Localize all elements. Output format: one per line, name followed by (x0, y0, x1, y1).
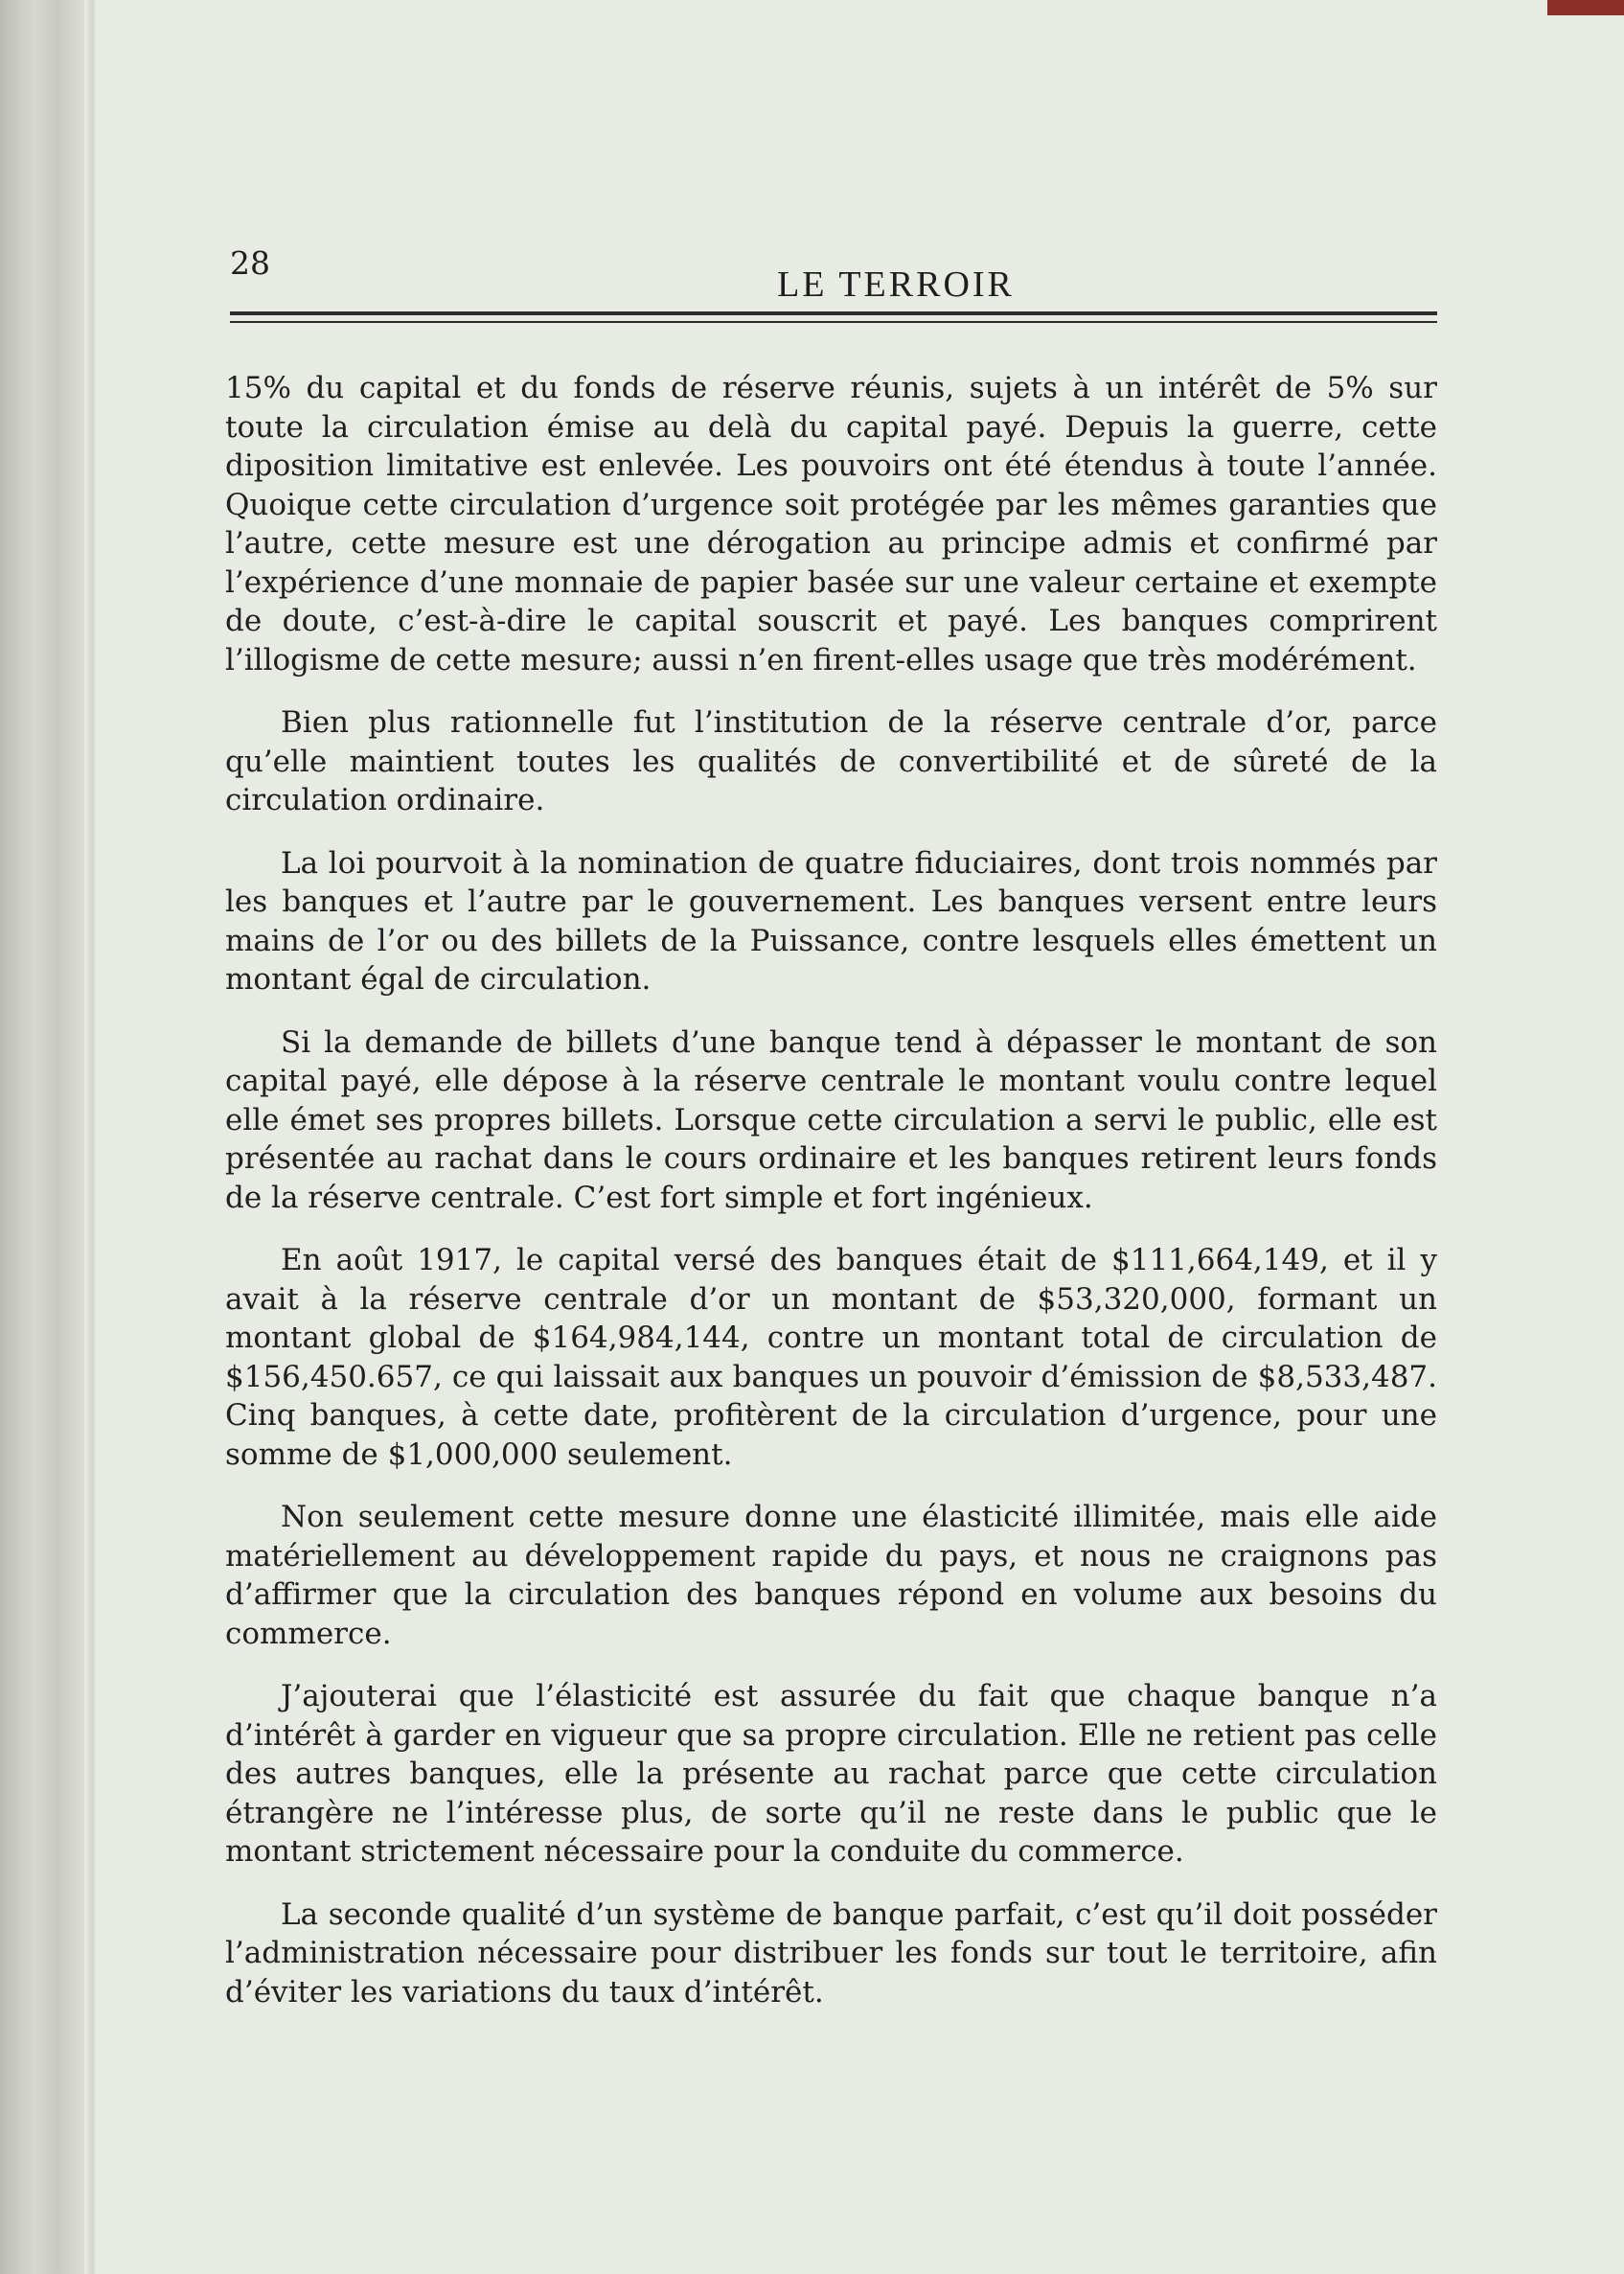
paragraph: Si la demande de billets d’une banque tend à dépasser le montant de son capital payé, elle dépose à la réserve centrale le montant voulu contre lequel elle émet ses propres billets. Lorsque cette circulation a servi le public, elle est présentée au rachat dans le cours ordinaire et les banques retirent leurs fonds de la réserve centrale. C’est fort simple et fort ingénieux. (225, 1024, 1437, 1215)
running-title: LE TERROIR (777, 264, 1015, 305)
paragraph: Non seulement cette mesure donne une élasticité illimitée, mais elle aide matériellement au développement rapide du pays, et nous ne craignons pas d’affirmer que la circulation des banques répond en volume aux besoins du commerce. (225, 1500, 1437, 1651)
paragraph: J’ajouterai que l’élasticité est assurée du fait que chaque banque n’a d’intérêt à garder en vigueur que sa propre circulation. Elle ne retient pas celle des autres banques, elle la présente au rachat parce que cette circulation étrangère ne l’intéresse plus, de sorte qu’il ne reste dans le public que le montant strictement nécessaire pour la conduite du commerce. (225, 1679, 1437, 1869)
page-number: 28 (230, 244, 270, 282)
paragraph: 15% du capital et du fonds de réserve réunis, sujets à un intérêt de 5% sur toute la circulation émise au delà du capital payé. Depuis la guerre, cette diposition limitative est enlevée. Les pouvoirs ont été étendus à toute l’année. Quoique cette circulation d’urgence soit protégée par les mêmes garanties que l’autre, cette mesure est une dérogation au principe admis et confirmé par l’expérience d’une monnaie de papier basée sur une valeur certaine et exempte de doute, c’est-à-dire le capital souscrit et payé. Les banques comprirent l’illogisme de cette mesure; aussi n’en firent-elles usage que très modérément. (225, 371, 1437, 678)
book-page (96, 0, 1624, 2274)
paragraph: La seconde qualité d’un système de banque parfait, c’est qu’il doit posséder l’administration nécessaire pour distribuer les fonds sur tout le territoire, afin d’éviter les variations du taux d’intérêt. (225, 1896, 1437, 2010)
corner-tab (1547, 0, 1624, 15)
book-binding (0, 0, 96, 2274)
paragraph: En août 1917, le capital versé des banques était de $111,664,149, et il y avait à la réserve centrale d’or un montant de $53,320,000, formant un montant global de $164,984,144, contre un montant total de circulation de $156,450.657, ce qui laissait aux banques un pouvoir d’émission de $8,533,487. Cinq banques, à cette date, profitèrent de la circulation d’urgence, pour une somme de $1,000,000 seulement. (225, 1243, 1437, 1472)
header-rule-thin (230, 321, 1437, 323)
paragraph: Bien plus rationnelle fut l’institution de la réserve centrale d’or, parce qu’elle maintient toutes les qualités de convertibilité et de sûreté de la circulation ordinaire. (225, 705, 1437, 817)
page-edge (84, 0, 94, 2274)
header-rule-thick (230, 311, 1437, 315)
paragraph: La loi pourvoit à la nomination de quatre fiduciaires, dont trois nommés par les banques et l’autre par le gouvernement. Les banques versent entre leurs mains de l’or ou des billets de la Puissance, contre lesquels elles émettent un montant égal de circulation. (225, 845, 1437, 997)
body-text (225, 369, 1437, 2035)
page-header (230, 244, 1533, 350)
